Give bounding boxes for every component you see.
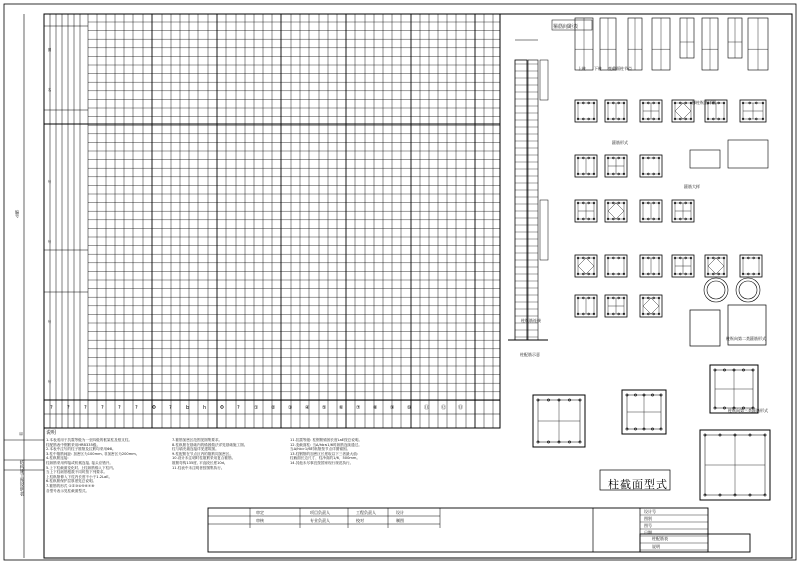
header-symbol: ④ — [305, 405, 310, 411]
header-symbol: ? — [84, 405, 87, 411]
note-line: 7.箍筋的形式 ①②③④⑤⑥⑦⑧ — [46, 483, 95, 488]
header-symbol: b — [186, 405, 190, 411]
stirrup-inner — [675, 103, 691, 119]
header-symbol: ? — [50, 405, 53, 411]
stirrup-section — [640, 295, 662, 317]
left-block-label: 结构施工图说明表 — [19, 460, 24, 496]
stirrup-inner — [578, 258, 594, 274]
column-elevation — [515, 60, 527, 340]
stirrup-inner — [643, 298, 659, 314]
edge-label-6: 号 — [48, 380, 52, 384]
caption-detail-3: 箍筋形式 — [612, 140, 628, 145]
header-symbol: ⑪ — [424, 405, 430, 411]
column-detail — [540, 200, 548, 260]
stirrup-hook-detail — [728, 140, 768, 168]
edge-label-4: 号 — [48, 240, 52, 244]
side-label: 编号 — [15, 210, 20, 218]
caption-detail-5: 柱纵筋连接 — [521, 318, 541, 323]
note-line: 13.柱钢筋的加密区长度取以下三者最大值: — [290, 451, 359, 456]
stirrup-section — [605, 200, 627, 222]
inner-frame — [44, 14, 792, 558]
note-line: 11.柱表中未注明者按图集执行。 — [172, 465, 225, 470]
header-symbol: ⑩ — [407, 405, 412, 411]
diamond-tie — [608, 203, 624, 219]
drawing-name-sub: 说明 — [652, 544, 660, 549]
edge-label-1: 图 — [48, 48, 52, 52]
l-shape-detail — [690, 310, 720, 346]
title-block-cell: 项目负责人 — [310, 510, 330, 515]
stirrup-inner — [578, 103, 594, 119]
caption-section-2: 梯柱纵筋详图 — [692, 100, 716, 105]
note-line: 12.变截面柱: 当Δ/hb≤1/6时纵筋连续通过。 — [290, 442, 362, 447]
note-line: 箍筋弯钩135度, 平直段长度10d。 — [172, 460, 228, 465]
diamond-tie — [578, 258, 594, 274]
stirrup-section — [605, 255, 627, 277]
circular-section-inner — [739, 281, 757, 299]
title-block-right-label: 日期 — [644, 530, 652, 535]
note-line: 14.其他未尽事宜按国家现行规范执行。 — [290, 460, 354, 465]
diamond-tie — [675, 103, 691, 119]
circular-section — [704, 278, 728, 302]
note-line: 8.柱纵筋在基础内的锚固做法详见基础施工图。 — [172, 442, 248, 447]
circular-section — [736, 278, 760, 302]
stirrup-section — [575, 100, 597, 122]
header-symbol: ③ — [288, 405, 293, 411]
stirrup-inner — [608, 258, 624, 274]
caption-detail-2: 下柱 — [594, 66, 602, 71]
edge-label-5: 号 — [48, 320, 52, 324]
notes-column-1 — [46, 438, 139, 493]
note-line: 2.本表中注写的柱子箍筋及拉筋均采用Φ8。 — [46, 447, 116, 452]
caption-section-4: 柱纵向第三类箍筋形式 — [728, 408, 768, 413]
header-symbol: ⑧ — [373, 405, 378, 411]
header-symbol: ? — [118, 405, 121, 411]
stirrup-section — [640, 155, 662, 177]
note-line: 7.箍筋加密区范围见图集要求。 — [172, 438, 223, 442]
note-line: 6.柱纵筋保护层厚度见总说明。 — [46, 479, 97, 484]
left-small-label: 审 — [19, 432, 24, 436]
title-block-cell: 制图 — [396, 518, 404, 523]
notes-column-3 — [290, 438, 362, 466]
note-line: 3.柱中箍筋间距: 加密区为100mm, 非加密区为200mm。 — [46, 451, 140, 456]
stirrup-section — [575, 255, 597, 277]
header-symbol: ? — [67, 405, 70, 411]
caption-section-5: 柱配筋示意 — [520, 352, 540, 357]
title-block-cell: 工程负责人 — [356, 510, 376, 515]
note-line: 当上下柱纵筋根数不同时按下列要求。 — [46, 470, 108, 475]
header-symbol: ⑤ — [322, 405, 327, 411]
notes-column-2 — [172, 438, 247, 470]
header-symbol: ⑨ — [390, 405, 395, 411]
caption-section-1: 变截面柱节点 — [608, 66, 632, 71]
note-line: 上柱纵筋伸入下柱内长度不小于1.2LaE。 — [46, 474, 113, 479]
header-symbol: ? — [135, 405, 138, 411]
sheet-title: 柱截面型式 — [608, 478, 668, 491]
title-block-cell: 专业负责人 — [310, 518, 330, 523]
diamond-tie — [708, 258, 724, 274]
header-symbol: ⑬ — [458, 405, 464, 411]
note-line: 柱与填充墙连接详见建筑图。 — [172, 447, 219, 452]
stirrup-section — [705, 255, 727, 277]
caption-section-3: 柱纵向第二类箍筋形式 — [726, 336, 766, 341]
title-block-cell: 审核 — [256, 518, 264, 523]
notes-heading: 说明 — [46, 430, 57, 436]
note-line: 1.本表适用于抗震等级为一至四级的框架柱及框支柱。 — [46, 438, 133, 442]
stirrup-header: 箍筋间距表 — [553, 24, 579, 30]
note-line: 当Δ/hb>1/6时纵筋按节点详图锚固。 — [290, 447, 351, 452]
column-detail — [540, 60, 548, 100]
edge-label-2: 名 — [48, 88, 52, 92]
note-line: 柱配筋表中钢筋采用HRB335级。 — [46, 442, 101, 447]
edge-label-3: 号 — [48, 180, 52, 184]
header-symbol: ② — [271, 405, 276, 411]
diamond-tie — [643, 298, 659, 314]
stirrup-inner — [608, 203, 624, 219]
caption-detail-4: 箍筋大样 — [684, 184, 700, 189]
header-symbol: ? — [169, 405, 172, 411]
title-block-right-label: 设计号 — [644, 509, 656, 514]
note-line: 10.设计未注明时柱箍筋采用复合箍筋。 — [172, 456, 236, 461]
note-line: 柱纵筋采用焊接或机械连接, 接头应错开。 — [46, 460, 113, 465]
title-block-cell: 审定 — [256, 510, 264, 515]
stirrup-hook-detail — [690, 150, 720, 168]
title-block-right-label: 图别 — [644, 516, 652, 521]
header-symbol: ? — [101, 405, 104, 411]
stirrup-inner — [708, 258, 724, 274]
header-symbol: ⑥ — [339, 405, 344, 411]
title-block-cell: 设计 — [396, 510, 404, 515]
note-line: 4.柱纵筋连接: — [46, 456, 69, 461]
header-symbol: Φ — [152, 405, 156, 411]
drawing-name: 柱配筋表 — [652, 536, 668, 541]
stirrup-inner — [743, 258, 759, 274]
note-line: 柱截面长边尺寸、柱净高的1/6、500mm。 — [290, 456, 360, 461]
note-line: 11.抗震等级: 柱钢筋锚固长度LaE按总说明。 — [290, 438, 363, 442]
stirrup-section — [672, 100, 694, 122]
title-block-right-label: 图号 — [644, 523, 652, 528]
note-line: 各型号表示见柱截面型式。 — [46, 488, 90, 493]
note-line: 5.上下柱截面变化时, 上柱纵筋锚入下柱内。 — [46, 465, 117, 470]
header-symbol: h — [203, 405, 207, 411]
header-symbol: ① — [254, 405, 259, 411]
column-elevation-inner — [528, 60, 538, 340]
header-symbol: Φ — [220, 405, 224, 411]
caption-detail-1: 上柱 — [578, 66, 586, 71]
header-symbol: ? — [237, 405, 240, 411]
stirrup-inner — [643, 158, 659, 174]
title-block-cell: 校对 — [356, 518, 364, 523]
title-block-frame — [208, 508, 708, 552]
header-symbol: ⑦ — [356, 405, 361, 411]
note-line: 9.柱配筋在节点区内的箍筋同加密区。 — [172, 451, 233, 456]
header-symbol: ⑫ — [441, 405, 447, 411]
circular-section-inner — [707, 281, 725, 299]
stirrup-section — [740, 255, 762, 277]
